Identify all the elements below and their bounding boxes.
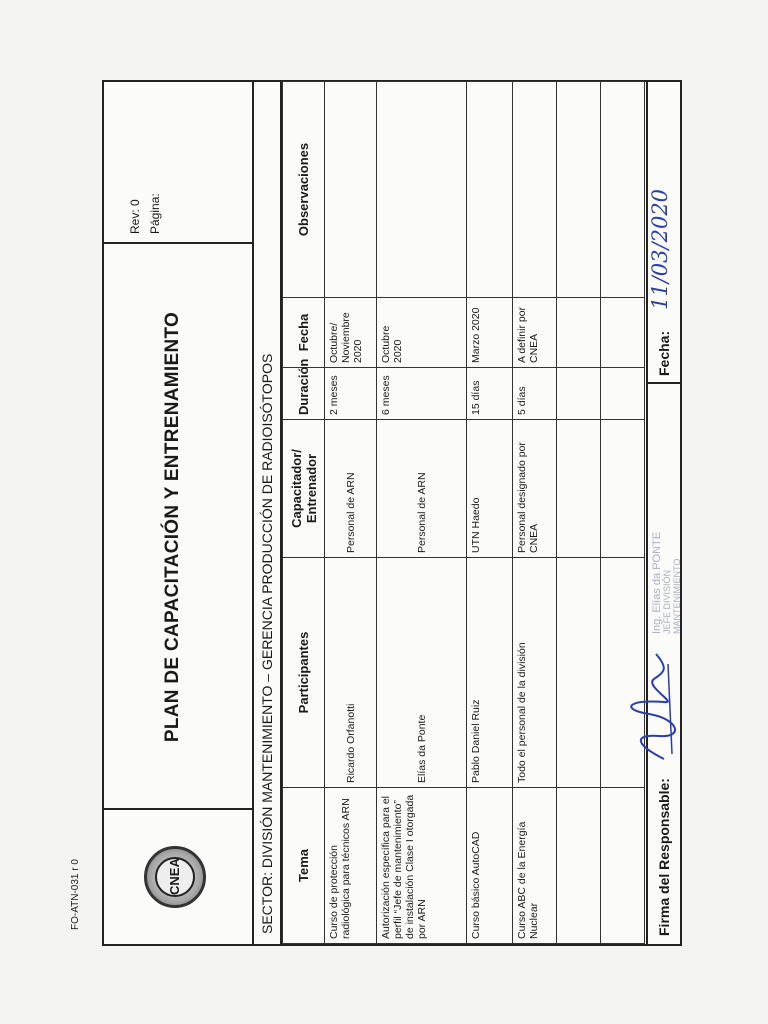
handwritten-signature xyxy=(624,644,684,764)
cnea-logo xyxy=(144,846,206,908)
header-duracion: Duración xyxy=(283,368,325,420)
cell-duracion: 15 días xyxy=(467,368,513,420)
date-label: Fecha: xyxy=(656,330,672,376)
cell-capacitador: Personal designado por CNEA xyxy=(513,420,557,558)
cell-participantes: Pablo Daniel Ruiz xyxy=(467,558,513,788)
cell-capacitador: Personal de ARN xyxy=(325,420,377,558)
cell-capacitador xyxy=(557,420,601,558)
cell-fecha: Marzo 2020 xyxy=(467,298,513,368)
cell-participantes: Todo el personal de la división xyxy=(513,558,557,788)
cnea-logo-text: CNEA xyxy=(155,857,195,897)
cell-tema xyxy=(557,788,601,944)
document-title: PLAN DE CAPACITACIÓN Y ENTRENAMIENTO xyxy=(162,311,183,743)
cell-capacitador: UTN Haedo xyxy=(467,420,513,558)
revision-label: Rev: 0 xyxy=(128,199,142,234)
training-table xyxy=(282,81,645,944)
logo-cell xyxy=(104,808,252,944)
cell-observaciones xyxy=(557,82,601,298)
sector-line: SECTOR: DIVISIÓN MANTENIMIENTO – GERENCIA PRODUCCIÓN DE RADIOISÓTOPOS xyxy=(252,82,282,944)
table-row xyxy=(513,82,557,944)
table-row xyxy=(467,82,513,944)
official-stamp xyxy=(652,524,682,634)
page-label: Página: xyxy=(148,193,162,234)
rotated-form xyxy=(102,80,682,946)
title-cell xyxy=(104,242,252,810)
stamp-name: Ing. Elías da PONTE xyxy=(651,531,663,634)
date-cell xyxy=(648,80,682,384)
form-header xyxy=(104,82,254,944)
header-tema: Tema xyxy=(283,788,325,944)
cell-tema: Curso básico AutoCAD xyxy=(467,788,513,944)
cell-tema: Curso de protección radiológica para técnicos ARN xyxy=(325,788,377,944)
cell-observaciones xyxy=(513,82,557,298)
header-observaciones: Observaciones xyxy=(283,82,325,298)
cell-tema: Autorización específica para el perfil “Jefe de mantenimiento” de instalación Clase I otorgada por ARN xyxy=(377,788,467,944)
signature-label: Firma del Responsable: xyxy=(656,778,672,936)
cell-participantes: Elías da Ponte xyxy=(377,558,467,788)
table-row xyxy=(557,82,601,944)
cell-fecha: A definir por CNEA xyxy=(513,298,557,368)
cell-observaciones xyxy=(467,82,513,298)
header-fecha: Fecha xyxy=(283,298,325,368)
cell-capacitador: Personal de ARN xyxy=(377,420,467,558)
cell-observaciones xyxy=(325,82,377,298)
table-row xyxy=(601,82,645,944)
stamp-role: JEFE DIVISIÓN MANTENIMIENTO xyxy=(662,558,682,634)
cell-duracion xyxy=(601,368,645,420)
table-row xyxy=(377,82,467,944)
cell-observaciones xyxy=(601,82,645,298)
table-row xyxy=(325,82,377,944)
cell-duracion: 6 meses xyxy=(377,368,467,420)
cell-fecha: Octubre 2020 xyxy=(377,298,467,368)
document-frame xyxy=(102,80,682,946)
handwritten-date: 11/03/2020 xyxy=(648,188,672,310)
form-footer xyxy=(646,82,682,944)
cell-fecha xyxy=(601,298,645,368)
cell-fecha xyxy=(557,298,601,368)
cell-duracion: 2 meses xyxy=(325,368,377,420)
revision-cell xyxy=(104,82,252,244)
cell-participantes xyxy=(557,558,601,788)
cell-observaciones xyxy=(377,82,467,298)
cell-capacitador xyxy=(601,420,645,558)
cell-duracion xyxy=(557,368,601,420)
cell-tema: Curso ABC de la Energía Nuclear xyxy=(513,788,557,944)
table-header-row xyxy=(283,82,325,944)
header-capacitador: Capacitador/ Entrenador xyxy=(283,420,325,558)
header-participantes: Participantes xyxy=(283,558,325,788)
cell-tema xyxy=(601,788,645,944)
cell-duracion: 5 días xyxy=(513,368,557,420)
document-code: FO-ATN-031 r 0 xyxy=(70,859,81,930)
cell-fecha: Octubre/ Noviembre 2020 xyxy=(325,298,377,368)
cell-participantes: Ricardo Orfanotti xyxy=(325,558,377,788)
